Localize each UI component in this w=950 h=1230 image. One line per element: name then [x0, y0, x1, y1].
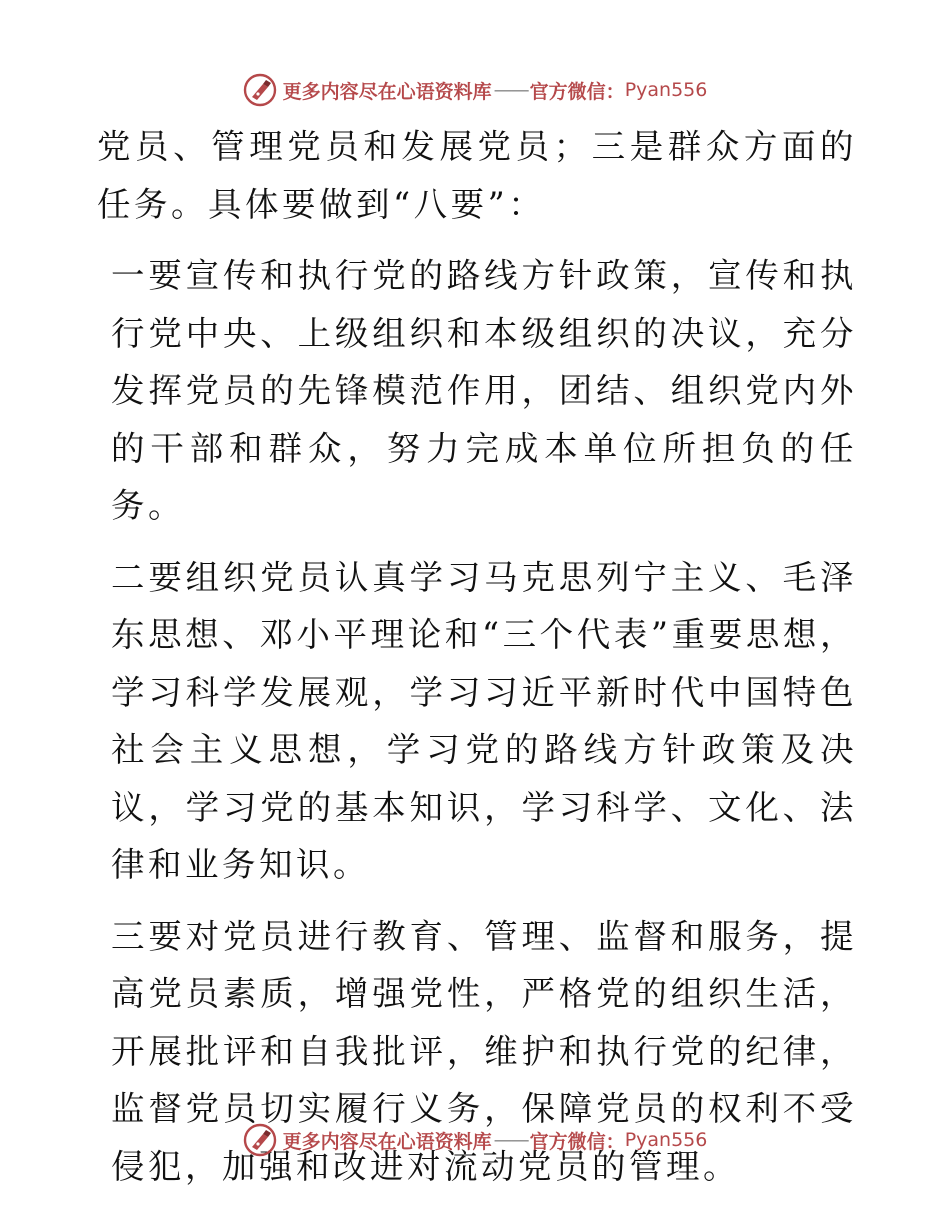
pen-nib-logo-icon: [243, 73, 277, 107]
document-body: [97, 118, 857, 1195]
watermark-brand: 更多内容尽在心语资料库: [282, 80, 492, 103]
watermark-brand: 更多内容尽在心语资料库: [282, 1130, 492, 1153]
paragraph-item-two: 二要组织党员认真学习马克思列宁主义、毛泽东思想、邓小平理论和“三个代表”重要思想，学习科学发展观，学习习近平新时代中国特色社会主义思想，学习党的路线方针政策及决议，学习党的基本知识，学习科学、文化、法律和业务知识。: [111, 557, 857, 884]
paragraph-item-one: 一要宣传和执行党的路线方针政策，宣传和执行党中央、上级组织和本级组织的决议，充分发挥党员的先锋模范作用，团结、组织党内外的干部和群众，努力完成本单位所担负的任务。: [111, 256, 857, 525]
footer-watermark: [0, 1122, 950, 1158]
watermark-separator: ——: [493, 1129, 528, 1151]
paragraph-continuation: 党员、管理党员和发展党员；三是群众方面的任务。具体要做到“八要”：: [97, 127, 857, 224]
header-watermark: [0, 72, 950, 108]
watermark-label: 官方微信：: [529, 1130, 625, 1153]
paragraph-item-three: 三要对党员进行教育、管理、监督和服务，提高党员素质，增强党性，严格党的组织生活，开展批评和自我批评，维护和执行党的纪律，监督党员切实履行义务，保障党员的权利不受侵犯，加强和改进对流动党员的管理。: [111, 916, 857, 1186]
pen-nib-logo-icon: [243, 1123, 277, 1157]
watermark-separator: ——: [493, 79, 528, 101]
watermark-wechat-id: Pyan556: [624, 1129, 708, 1151]
watermark-label: 官方微信：: [529, 80, 625, 103]
watermark-wechat-id: Pyan556: [624, 79, 708, 101]
